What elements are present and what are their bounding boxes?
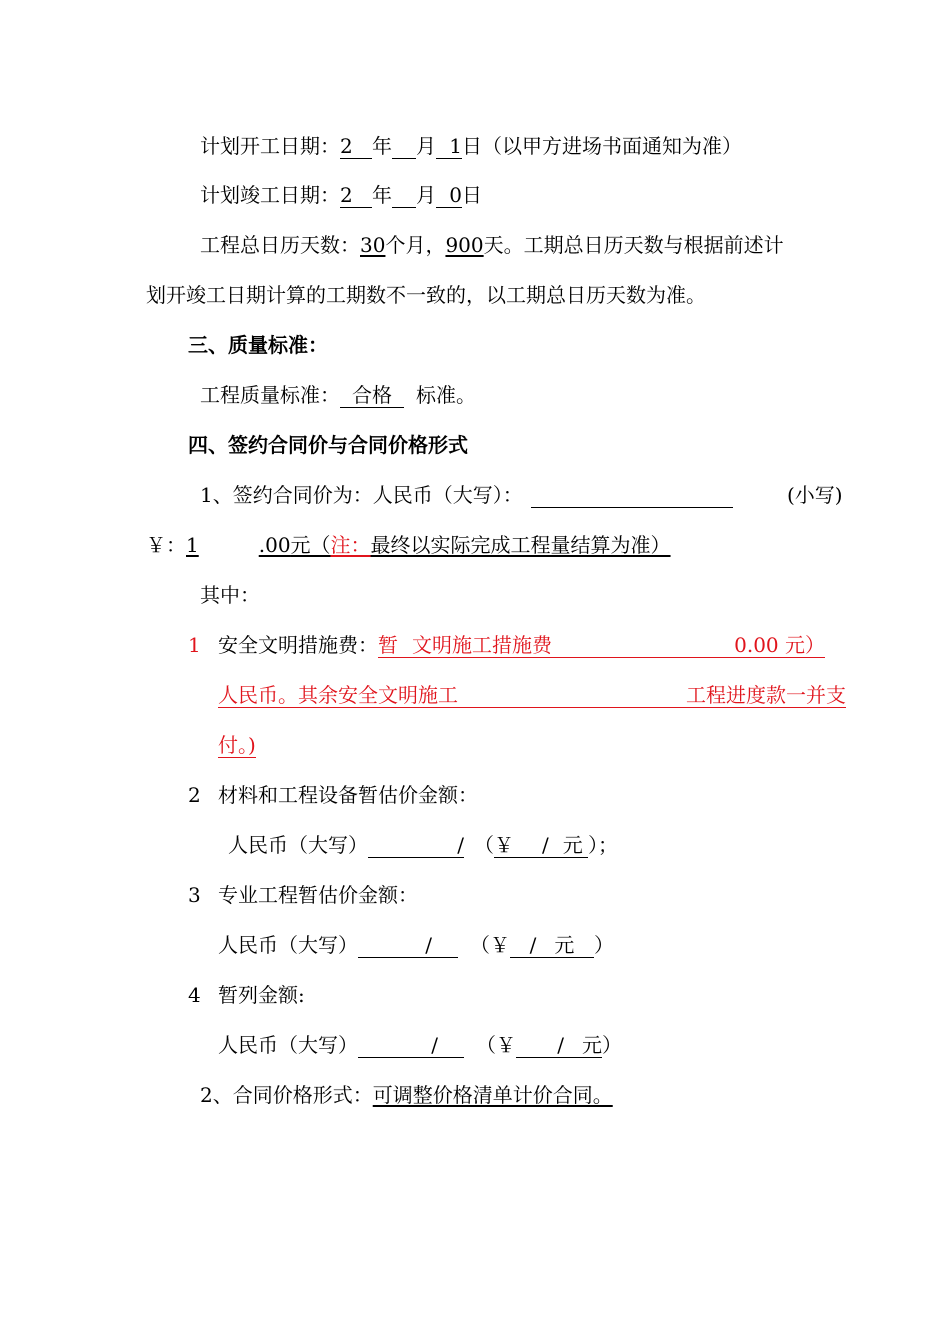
sub2-rmb: 人民币（大写） [228, 833, 368, 857]
total-days-text: 划开竣工日期计算的工期数不一致的，以工期总日历天数为准。 [146, 283, 706, 307]
sub1-line2-a: 人民币。其余安全文明施工 [218, 683, 458, 707]
start-month-blank [392, 134, 416, 159]
end-day: 0 [436, 183, 462, 208]
yen-prefix: ￥： [146, 533, 186, 557]
sub3-rmb: 人民币（大写） [218, 933, 358, 957]
sub4-amount-line [218, 1031, 622, 1059]
sub2-yen: ￥ [494, 833, 514, 857]
sub1-line2 [218, 681, 848, 709]
among-label: 其中： [200, 583, 260, 607]
sub1-line2-text [218, 683, 846, 708]
sub2-close: ）； [588, 833, 618, 857]
quality-heading: 三、质量标准： [188, 333, 328, 357]
amount-a: 1 [186, 533, 199, 557]
quality-label: 工程质量标准： [200, 383, 340, 407]
sub4-close: ） [602, 1033, 622, 1057]
contract-price-label: 1、签约合同价为：人民币（大写）： [200, 483, 523, 507]
price-heading: 四、签约合同价与合同价格形式 [188, 433, 468, 457]
price-form-value: 可调整价格清单计价合同。 [372, 1083, 613, 1107]
sub2-unit: 元 [562, 833, 583, 857]
sub4-rmb: 人民币（大写） [218, 1033, 358, 1057]
note-text: 最终以实际完成工程量结算为准） [370, 533, 671, 557]
contract-price-blank [531, 483, 733, 508]
sub3-paren: （￥ [470, 933, 510, 957]
sub2-amount-line [228, 831, 618, 859]
sub2-paren: （ [474, 833, 494, 857]
quality-suffix: 标准。 [416, 383, 476, 407]
sub1-line [218, 631, 848, 659]
sub3-slash: / [358, 933, 458, 958]
sub2-yen-amount [494, 833, 588, 858]
sub1-num: 1 [188, 633, 201, 657]
year-unit: 年 [372, 183, 392, 207]
end-year: 2 [340, 183, 372, 208]
contract-price-line [200, 481, 733, 509]
day-unit: 日 [462, 183, 482, 207]
sub3-slash2: / [529, 933, 537, 957]
total-days-suffix: 天。工期总日历天数与根据前述计 [483, 233, 784, 257]
start-date-label: 计划开工日期： [200, 134, 340, 158]
sub2-num: 2 [188, 783, 201, 807]
months-unit: 个月， [385, 233, 446, 257]
day-unit: 日 [462, 134, 482, 158]
sub1-red-b: 文明施工措施费 [412, 633, 552, 657]
sub2-slash2: / [542, 833, 549, 857]
start-date-line [200, 132, 742, 160]
sub4-slash2: / [557, 1033, 564, 1057]
sub1-line3 [218, 731, 256, 759]
month-unit: 月 [416, 183, 436, 207]
price-form-label: 2、合同价格形式： [200, 1083, 373, 1107]
end-month-blank [392, 183, 416, 208]
total-months: 30 [360, 233, 386, 257]
sub1-red-c: 0.00 元） [734, 633, 825, 657]
sub2-label: 材料和工程设备暂估价金额： [218, 783, 478, 807]
sub3-num: 3 [188, 883, 201, 907]
amount-b: .00 [258, 533, 291, 557]
sub4-label: 暂列金额: [218, 983, 305, 1007]
total-days-line2 [146, 281, 706, 309]
total-days: 900 [445, 233, 484, 257]
sub1-red-text [378, 633, 825, 658]
start-year: 2 [340, 134, 372, 159]
total-days-line [200, 231, 784, 259]
sub1-line2-b: 工程进度款一并支 [686, 683, 846, 707]
sub1-line3-text: 付。) [218, 733, 256, 757]
end-date-label: 计划竣工日期： [200, 183, 340, 207]
sub3-label: 专业工程暂估价金额： [218, 883, 418, 907]
total-days-label: 工程总日历天数： [200, 233, 360, 257]
price-form-line [200, 1081, 621, 1109]
sub4-paren: （￥ [476, 1033, 516, 1057]
amount-unit: 元（ [290, 533, 331, 557]
sub3-amount [510, 933, 594, 958]
quality-line [200, 381, 476, 409]
note-label: 注： [330, 533, 371, 557]
sub1-red-a: 暂 [378, 633, 398, 657]
sub4-num: 4 [188, 983, 201, 1007]
sub3-close: ） [594, 933, 614, 957]
month-unit: 月 [416, 134, 436, 158]
sub3-unit: 元 [554, 933, 575, 957]
amount-line [146, 531, 671, 559]
sub3-amount-line [218, 931, 614, 959]
sub1-label: 安全文明措施费： [218, 633, 378, 657]
sub4-unit: 元 [582, 1033, 602, 1057]
year-unit: 年 [372, 134, 392, 158]
start-date-note: （以甲方进场书面通知为准） [482, 134, 742, 158]
sub2-slash: / [368, 833, 464, 858]
sub4-amount [516, 1033, 602, 1058]
small-label: (小写) [787, 483, 843, 507]
start-day: 1 [436, 134, 462, 159]
sub4-slash: / [358, 1033, 464, 1058]
quality-value: 合格 [340, 383, 404, 408]
end-date-line [200, 181, 482, 209]
